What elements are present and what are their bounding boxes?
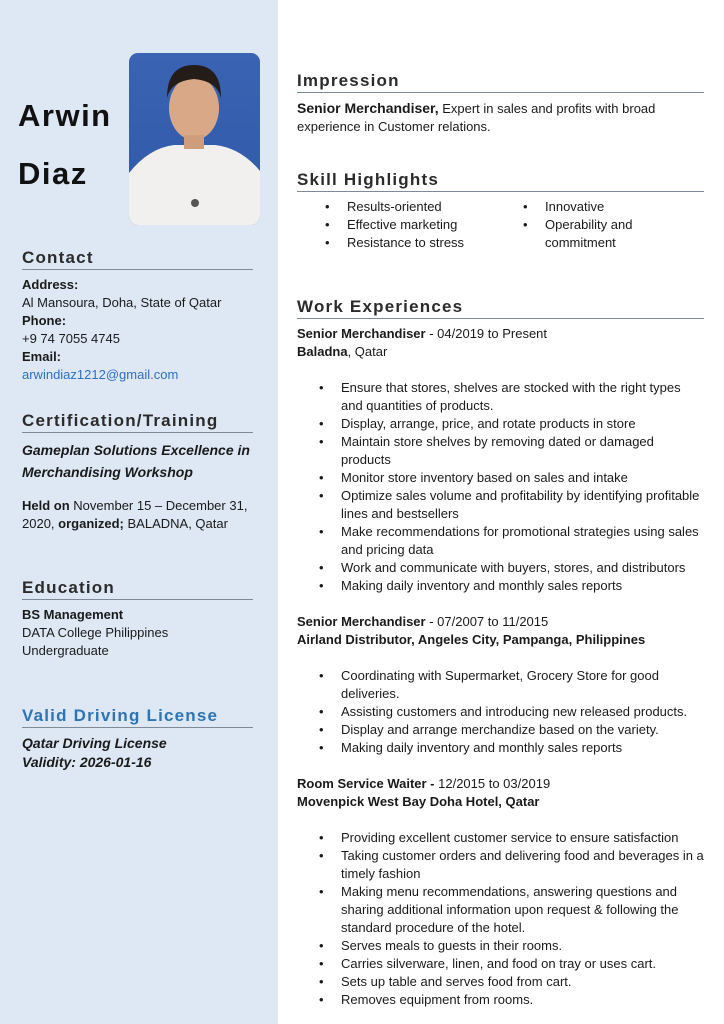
org-name: BALADNA, Qatar: [123, 516, 228, 531]
license-heading: Valid Driving License: [22, 707, 253, 728]
skill-item: • Resistance to stress: [297, 234, 495, 252]
skills-section: [297, 171, 704, 252]
job-dates: - 07/2007 to 11/2015: [425, 614, 549, 629]
job-company: Baladna: [297, 344, 348, 359]
skill-item: • Results-oriented: [297, 198, 495, 216]
duty-item: • Work and communicate with buyers, stores, and distributors: [297, 559, 704, 577]
job-role: Room Service Waiter -: [297, 776, 435, 791]
duty-item: • Making daily inventory and monthly sales reports: [297, 739, 704, 757]
duty-item: • Serves meals to guests in their rooms.: [297, 937, 704, 955]
certification-heading: Certification/Training: [22, 412, 253, 433]
job-dates: - 04/2019 to Present: [425, 326, 548, 341]
phone-label: Phone:: [22, 313, 67, 328]
last-name: Diaz: [18, 156, 88, 191]
job-role: Senior Merchandiser: [297, 326, 426, 341]
job-company: Airland Distributor, Angeles City, Pampanga, Philippines: [297, 632, 646, 647]
certification-name: Gameplan Solutions Excellence in Merchandising Workshop: [22, 442, 250, 480]
skill-item: • Innovative: [495, 198, 695, 216]
phone-value: +9 74 7055 4745: [22, 331, 120, 346]
degree: BS Management: [22, 607, 124, 622]
duty-item: • Display, arrange, price, and rotate products in store: [297, 415, 704, 433]
work-section: [297, 298, 704, 1009]
duty-item: • Coordinating with Supermarket, Grocery Store for good deliveries.: [297, 667, 704, 703]
duty-item: • Making menu recommendations, answering questions and sharing additional information upon request & following the standard procedure of the hotel.: [297, 883, 704, 937]
license-section: [22, 707, 253, 772]
duty-item: • Sets up table and serves food from cart.: [297, 973, 704, 991]
duty-item: • Ensure that stores, shelves are stocked with the right types and quantities of products.: [297, 379, 704, 415]
education-heading: Education: [22, 579, 253, 600]
duty-item: • Carries silverware, linen, and food on tray or uses cart.: [297, 955, 704, 973]
job-entry: [297, 775, 704, 1009]
duty-item: • Providing excellent customer service to ensure satisfaction: [297, 829, 704, 847]
duty-item: • Optimize sales volume and profitability by identifying profitable lines and bestsellers: [297, 487, 704, 523]
education-status: Undergraduate: [22, 643, 109, 658]
skill-item: • Operability and commitment: [495, 216, 695, 252]
job-dates: 12/2015 to 03/2019: [434, 776, 551, 791]
duty-item: • Assisting customers and introducing new released products.: [297, 703, 704, 721]
license-validity: Validity: 2026-01-16: [22, 754, 152, 770]
license-name: Qatar Driving License: [22, 735, 167, 751]
job-entry: [297, 613, 704, 757]
held-dates: November 15 – December 31, 2020,: [22, 498, 248, 531]
duty-item: • Taking customer orders and delivering food and beverages in a timely fashion: [297, 847, 704, 883]
impression-text: Expert in sales and profits with broad experience in Customer relations.: [297, 101, 656, 134]
impression-heading: Impression: [297, 72, 704, 93]
duty-item: • Monitor store inventory based on sales and intake: [297, 469, 704, 487]
first-name: Arwin: [18, 98, 112, 133]
duty-item: • Maintain store shelves by removing dated or damaged products: [297, 433, 704, 469]
duty-item: • Display and arrange merchandize based on the variety.: [297, 721, 704, 739]
work-heading: Work Experiences: [297, 298, 704, 319]
skills-heading: Skill Highlights: [297, 171, 704, 192]
job-role: Senior Merchandiser: [297, 614, 426, 629]
address-value: Al Mansoura, Doha, State of Qatar: [22, 295, 222, 310]
held-label: Held on: [22, 498, 70, 513]
impression-role: Senior Merchandiser,: [297, 100, 439, 116]
email-label: Email:: [22, 349, 62, 364]
certification-section: [22, 412, 253, 533]
address-label: Address:: [22, 277, 79, 292]
skills-col-2: [495, 198, 695, 252]
contact-heading: Contact: [22, 249, 253, 270]
skill-item: • Effective marketing: [297, 216, 495, 234]
contact-section: [22, 249, 253, 384]
school: DATA College Philippines: [22, 625, 169, 640]
education-section: [22, 579, 253, 660]
profile-photo: [129, 53, 260, 225]
job-company: Movenpick West Bay Doha Hotel, Qatar: [297, 794, 540, 809]
job-location: , Qatar: [347, 344, 388, 359]
job-entry: [297, 325, 704, 595]
impression-section: [297, 72, 704, 136]
email-link[interactable]: arwindiaz1212@gmail.com: [22, 367, 179, 382]
skills-col-1: [297, 198, 495, 252]
duty-item: • Make recommendations for promotional strategies using sales and pricing data: [297, 523, 704, 559]
org-label: organized;: [58, 516, 124, 531]
duty-item: • Removes equipment from rooms.: [297, 991, 704, 1009]
duty-item: • Making daily inventory and monthly sales reports: [297, 577, 704, 595]
